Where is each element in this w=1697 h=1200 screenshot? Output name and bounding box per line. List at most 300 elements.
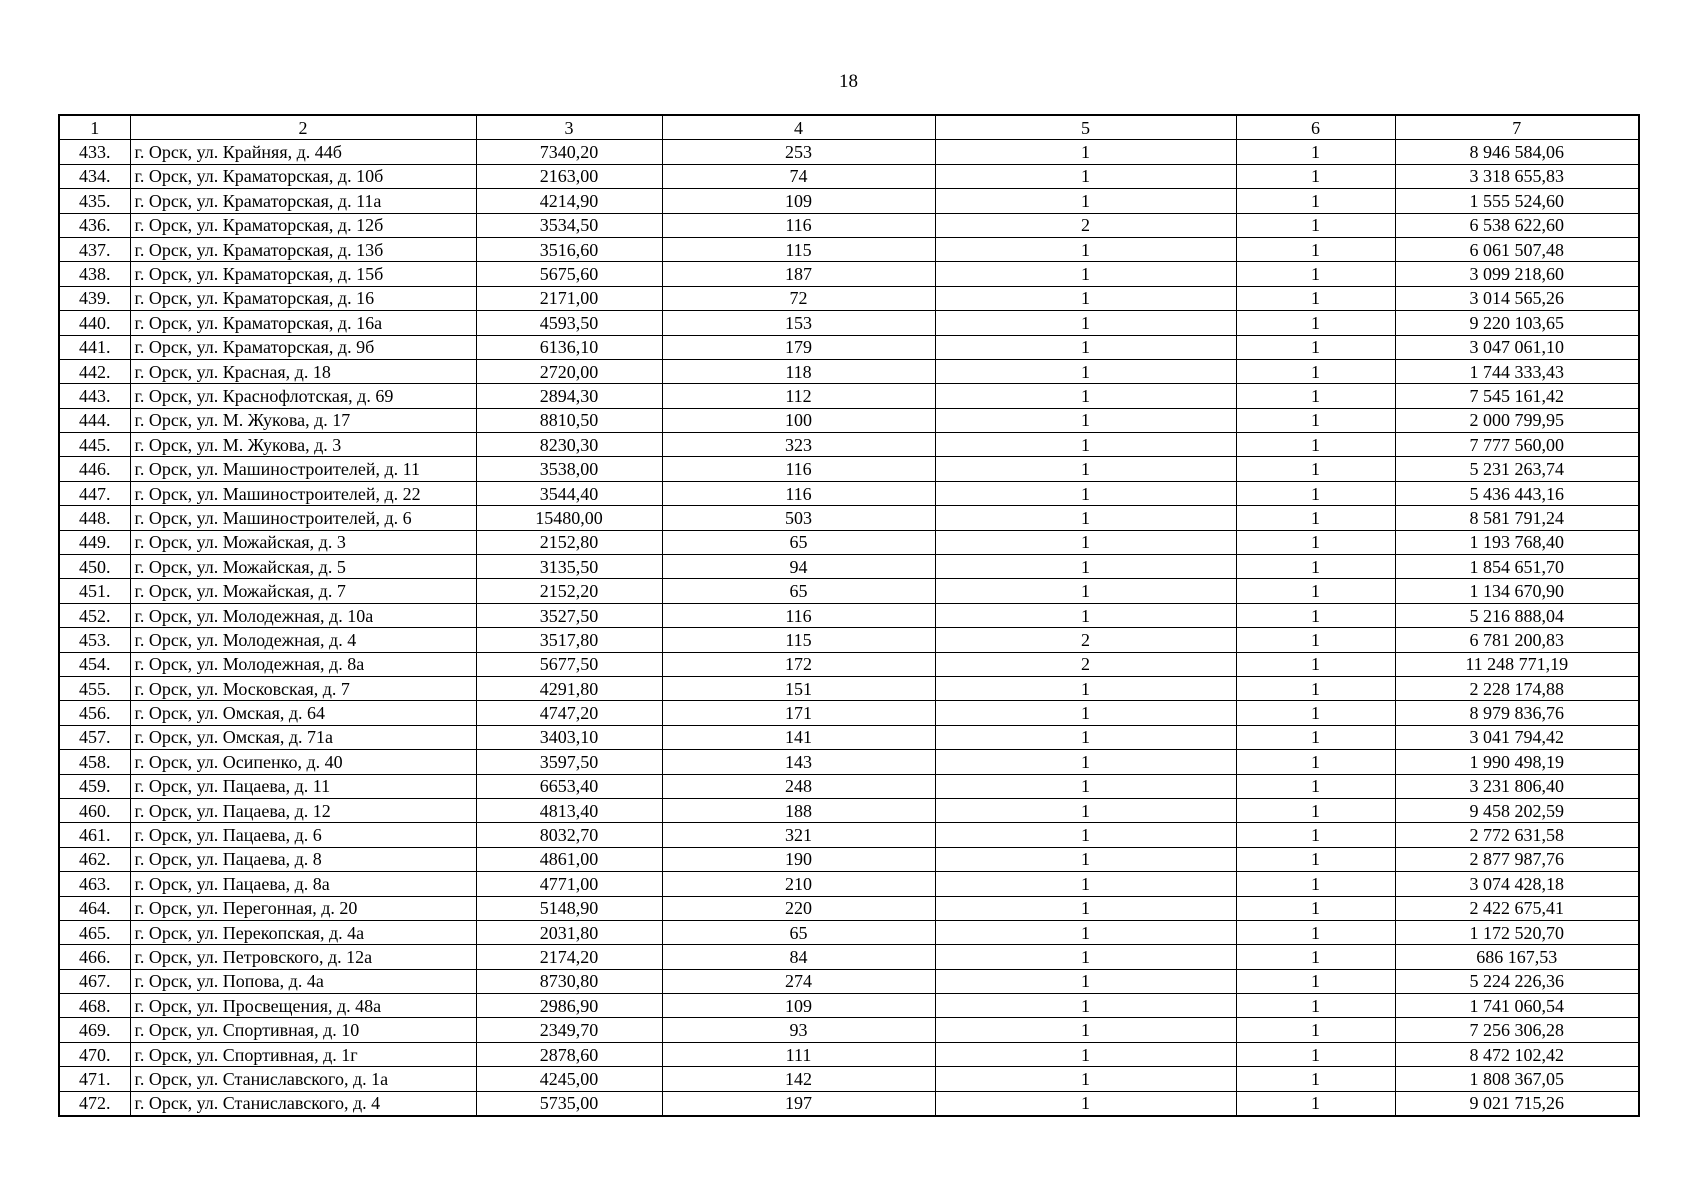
col5-value-cell: 1 — [935, 189, 1236, 213]
area-cell: 5735,00 — [476, 1091, 662, 1116]
address-cell: г. Орск, ул. Крайняя, д. 44б — [130, 140, 476, 164]
table-row — [59, 408, 1639, 432]
housing-registry-table — [58, 114, 1640, 1117]
col6-value-cell: 1 — [1236, 140, 1395, 164]
residents-cell: 253 — [662, 140, 935, 164]
header-col-2: 2 — [130, 115, 476, 140]
address-cell: г. Орск, ул. Станиславского, д. 4 — [130, 1091, 476, 1116]
area-cell: 2720,00 — [476, 359, 662, 383]
row-number-cell: 459. — [59, 774, 130, 798]
area-cell: 4861,00 — [476, 847, 662, 871]
col6-value-cell: 1 — [1236, 896, 1395, 920]
row-number-cell: 444. — [59, 408, 130, 432]
residents-cell: 94 — [662, 555, 935, 579]
address-cell: г. Орск, ул. Просвещения, д. 48а — [130, 994, 476, 1018]
table-row — [59, 213, 1639, 237]
address-cell: г. Орск, ул. Спортивная, д. 1г — [130, 1042, 476, 1066]
address-cell: г. Орск, ул. Красная, д. 18 — [130, 359, 476, 383]
row-number-cell: 468. — [59, 994, 130, 1018]
col5-value-cell: 1 — [935, 774, 1236, 798]
area-cell: 5677,50 — [476, 652, 662, 676]
amount-cell: 6 538 622,60 — [1395, 213, 1639, 237]
residents-cell: 151 — [662, 676, 935, 700]
area-cell: 5148,90 — [476, 896, 662, 920]
header-col-1: 1 — [59, 115, 130, 140]
col6-value-cell: 1 — [1236, 823, 1395, 847]
area-cell: 2349,70 — [476, 1018, 662, 1042]
residents-cell: 210 — [662, 872, 935, 896]
col5-value-cell: 1 — [935, 140, 1236, 164]
col5-value-cell: 1 — [935, 1018, 1236, 1042]
amount-cell: 3 318 655,83 — [1395, 164, 1639, 188]
area-cell: 3517,80 — [476, 628, 662, 652]
area-cell: 2171,00 — [476, 286, 662, 310]
residents-cell: 65 — [662, 579, 935, 603]
amount-cell: 1 744 333,43 — [1395, 359, 1639, 383]
area-cell: 4747,20 — [476, 701, 662, 725]
col6-value-cell: 1 — [1236, 676, 1395, 700]
col6-value-cell: 1 — [1236, 774, 1395, 798]
table-row — [59, 896, 1639, 920]
col6-value-cell: 1 — [1236, 433, 1395, 457]
col6-value-cell: 1 — [1236, 530, 1395, 554]
col5-value-cell: 2 — [935, 652, 1236, 676]
col6-value-cell: 1 — [1236, 1067, 1395, 1091]
table-row — [59, 603, 1639, 627]
area-cell: 15480,00 — [476, 506, 662, 530]
address-cell: г. Орск, ул. Краматорская, д. 13б — [130, 237, 476, 261]
residents-cell: 65 — [662, 530, 935, 554]
col5-value-cell: 1 — [935, 969, 1236, 993]
col5-value-cell: 1 — [935, 530, 1236, 554]
row-number-cell: 434. — [59, 164, 130, 188]
col6-value-cell: 1 — [1236, 994, 1395, 1018]
area-cell: 3534,50 — [476, 213, 662, 237]
address-cell: г. Орск, ул. Пацаева, д. 11 — [130, 774, 476, 798]
table-row — [59, 311, 1639, 335]
col5-value-cell: 1 — [935, 896, 1236, 920]
address-cell: г. Орск, ул. Можайская, д. 3 — [130, 530, 476, 554]
row-number-cell: 467. — [59, 969, 130, 993]
area-cell: 4291,80 — [476, 676, 662, 700]
address-cell: г. Орск, ул. Попова, д. 4а — [130, 969, 476, 993]
table-row — [59, 1091, 1639, 1116]
residents-cell: 65 — [662, 920, 935, 944]
address-cell: г. Орск, ул. Краматорская, д. 15б — [130, 262, 476, 286]
row-number-cell: 447. — [59, 481, 130, 505]
address-cell: г. Орск, ул. Перекопская, д. 4а — [130, 920, 476, 944]
header-row — [59, 115, 1639, 140]
address-cell: г. Орск, ул. М. Жукова, д. 17 — [130, 408, 476, 432]
area-cell: 3403,10 — [476, 725, 662, 749]
table-row — [59, 701, 1639, 725]
area-cell: 2163,00 — [476, 164, 662, 188]
col6-value-cell: 1 — [1236, 1018, 1395, 1042]
table-row — [59, 359, 1639, 383]
col5-value-cell: 1 — [935, 335, 1236, 359]
col5-value-cell: 1 — [935, 506, 1236, 530]
amount-cell: 1 854 651,70 — [1395, 555, 1639, 579]
address-cell: г. Орск, ул. Пацаева, д. 6 — [130, 823, 476, 847]
row-number-cell: 461. — [59, 823, 130, 847]
amount-cell: 9 458 202,59 — [1395, 798, 1639, 822]
residents-cell: 118 — [662, 359, 935, 383]
col5-value-cell: 1 — [935, 237, 1236, 261]
residents-cell: 188 — [662, 798, 935, 822]
header-col-3: 3 — [476, 115, 662, 140]
row-number-cell: 440. — [59, 311, 130, 335]
amount-cell: 3 099 218,60 — [1395, 262, 1639, 286]
area-cell: 2152,20 — [476, 579, 662, 603]
table-row — [59, 920, 1639, 944]
amount-cell: 5 216 888,04 — [1395, 603, 1639, 627]
address-cell: г. Орск, ул. Молодежная, д. 8а — [130, 652, 476, 676]
table-row — [59, 823, 1639, 847]
residents-cell: 321 — [662, 823, 935, 847]
residents-cell: 171 — [662, 701, 935, 725]
col5-value-cell: 2 — [935, 628, 1236, 652]
col6-value-cell: 1 — [1236, 1042, 1395, 1066]
residents-cell: 187 — [662, 262, 935, 286]
header-col-7: 7 — [1395, 115, 1639, 140]
row-number-cell: 441. — [59, 335, 130, 359]
address-cell: г. Орск, ул. Перегонная, д. 20 — [130, 896, 476, 920]
row-number-cell: 471. — [59, 1067, 130, 1091]
col6-value-cell: 1 — [1236, 555, 1395, 579]
residents-cell: 115 — [662, 628, 935, 652]
amount-cell: 5 224 226,36 — [1395, 969, 1639, 993]
area-cell: 4245,00 — [476, 1067, 662, 1091]
col6-value-cell: 1 — [1236, 628, 1395, 652]
table-row — [59, 506, 1639, 530]
col6-value-cell: 1 — [1236, 603, 1395, 627]
residents-cell: 116 — [662, 603, 935, 627]
amount-cell: 3 041 794,42 — [1395, 725, 1639, 749]
address-cell: г. Орск, ул. Спортивная, д. 10 — [130, 1018, 476, 1042]
row-number-cell: 449. — [59, 530, 130, 554]
residents-cell: 100 — [662, 408, 935, 432]
address-cell: г. Орск, ул. Краснофлотская, д. 69 — [130, 384, 476, 408]
area-cell: 8032,70 — [476, 823, 662, 847]
table-row — [59, 628, 1639, 652]
table-row — [59, 725, 1639, 749]
area-cell: 4214,90 — [476, 189, 662, 213]
amount-cell: 9 021 715,26 — [1395, 1091, 1639, 1116]
col5-value-cell: 1 — [935, 164, 1236, 188]
area-cell: 8230,30 — [476, 433, 662, 457]
address-cell: г. Орск, ул. Омская, д. 71а — [130, 725, 476, 749]
col5-value-cell: 1 — [935, 725, 1236, 749]
col6-value-cell: 1 — [1236, 579, 1395, 603]
residents-cell: 84 — [662, 945, 935, 969]
area-cell: 6653,40 — [476, 774, 662, 798]
col6-value-cell: 1 — [1236, 701, 1395, 725]
col5-value-cell: 1 — [935, 457, 1236, 481]
col6-value-cell: 1 — [1236, 164, 1395, 188]
area-cell: 8810,50 — [476, 408, 662, 432]
residents-cell: 220 — [662, 896, 935, 920]
col5-value-cell: 1 — [935, 408, 1236, 432]
row-number-cell: 463. — [59, 872, 130, 896]
row-number-cell: 470. — [59, 1042, 130, 1066]
address-cell: г. Орск, ул. Московская, д. 7 — [130, 676, 476, 700]
area-cell: 3597,50 — [476, 750, 662, 774]
row-number-cell: 443. — [59, 384, 130, 408]
address-cell: г. Орск, ул. Можайская, д. 5 — [130, 555, 476, 579]
col5-value-cell: 1 — [935, 579, 1236, 603]
address-cell: г. Орск, ул. Машиностроителей, д. 11 — [130, 457, 476, 481]
col6-value-cell: 1 — [1236, 847, 1395, 871]
area-cell: 2878,60 — [476, 1042, 662, 1066]
table-row — [59, 335, 1639, 359]
row-number-cell: 464. — [59, 896, 130, 920]
address-cell: г. Орск, ул. Петровского, д. 12а — [130, 945, 476, 969]
residents-cell: 109 — [662, 994, 935, 1018]
area-cell: 6136,10 — [476, 335, 662, 359]
row-number-cell: 472. — [59, 1091, 130, 1116]
row-number-cell: 456. — [59, 701, 130, 725]
address-cell: г. Орск, ул. Краматорская, д. 16а — [130, 311, 476, 335]
col6-value-cell: 1 — [1236, 969, 1395, 993]
address-cell: г. Орск, ул. Пацаева, д. 8а — [130, 872, 476, 896]
area-cell: 2986,90 — [476, 994, 662, 1018]
amount-cell: 5 231 263,74 — [1395, 457, 1639, 481]
col5-value-cell: 1 — [935, 701, 1236, 725]
table-row — [59, 750, 1639, 774]
col5-value-cell: 1 — [935, 481, 1236, 505]
table-row — [59, 1067, 1639, 1091]
row-number-cell: 460. — [59, 798, 130, 822]
amount-cell: 3 047 061,10 — [1395, 335, 1639, 359]
amount-cell: 7 256 306,28 — [1395, 1018, 1639, 1042]
table-row — [59, 433, 1639, 457]
col5-value-cell: 2 — [935, 213, 1236, 237]
table-row — [59, 945, 1639, 969]
area-cell: 2031,80 — [476, 920, 662, 944]
address-cell: г. Орск, ул. М. Жукова, д. 3 — [130, 433, 476, 457]
row-number-cell: 458. — [59, 750, 130, 774]
residents-cell: 323 — [662, 433, 935, 457]
amount-cell: 8 581 791,24 — [1395, 506, 1639, 530]
area-cell: 7340,20 — [476, 140, 662, 164]
row-number-cell: 454. — [59, 652, 130, 676]
table-row — [59, 286, 1639, 310]
address-cell: г. Орск, ул. Краматорская, д. 10б — [130, 164, 476, 188]
address-cell: г. Орск, ул. Краматорская, д. 11а — [130, 189, 476, 213]
residents-cell: 72 — [662, 286, 935, 310]
address-cell: г. Орск, ул. Можайская, д. 7 — [130, 579, 476, 603]
table-row — [59, 969, 1639, 993]
residents-cell: 141 — [662, 725, 935, 749]
amount-cell: 1 134 670,90 — [1395, 579, 1639, 603]
residents-cell: 111 — [662, 1042, 935, 1066]
row-number-cell: 452. — [59, 603, 130, 627]
col6-value-cell: 1 — [1236, 945, 1395, 969]
table-row — [59, 1018, 1639, 1042]
residents-cell: 172 — [662, 652, 935, 676]
col5-value-cell: 1 — [935, 1042, 1236, 1066]
area-cell: 2894,30 — [476, 384, 662, 408]
col5-value-cell: 1 — [935, 359, 1236, 383]
row-number-cell: 462. — [59, 847, 130, 871]
row-number-cell: 439. — [59, 286, 130, 310]
table-row — [59, 579, 1639, 603]
table-row — [59, 847, 1639, 871]
residents-cell: 248 — [662, 774, 935, 798]
residents-cell: 142 — [662, 1067, 935, 1091]
col6-value-cell: 1 — [1236, 457, 1395, 481]
amount-cell: 2 422 675,41 — [1395, 896, 1639, 920]
amount-cell: 2 228 174,88 — [1395, 676, 1639, 700]
address-cell: г. Орск, ул. Омская, д. 64 — [130, 701, 476, 725]
table-body — [59, 140, 1639, 1116]
area-cell: 3516,60 — [476, 237, 662, 261]
row-number-cell: 466. — [59, 945, 130, 969]
amount-cell: 6 781 200,83 — [1395, 628, 1639, 652]
amount-cell: 5 436 443,16 — [1395, 481, 1639, 505]
col5-value-cell: 1 — [935, 311, 1236, 335]
row-number-cell: 445. — [59, 433, 130, 457]
amount-cell: 2 000 799,95 — [1395, 408, 1639, 432]
table-row — [59, 481, 1639, 505]
col5-value-cell: 1 — [935, 994, 1236, 1018]
col6-value-cell: 1 — [1236, 384, 1395, 408]
residents-cell: 503 — [662, 506, 935, 530]
area-cell: 3135,50 — [476, 555, 662, 579]
address-cell: г. Орск, ул. Молодежная, д. 10а — [130, 603, 476, 627]
table-row — [59, 237, 1639, 261]
residents-cell: 112 — [662, 384, 935, 408]
address-cell: г. Орск, ул. Машиностроителей, д. 6 — [130, 506, 476, 530]
table-row — [59, 994, 1639, 1018]
col6-value-cell: 1 — [1236, 481, 1395, 505]
header-col-5: 5 — [935, 115, 1236, 140]
amount-cell: 1 172 520,70 — [1395, 920, 1639, 944]
col6-value-cell: 1 — [1236, 872, 1395, 896]
col6-value-cell: 1 — [1236, 408, 1395, 432]
residents-cell: 190 — [662, 847, 935, 871]
col5-value-cell: 1 — [935, 262, 1236, 286]
col6-value-cell: 1 — [1236, 1091, 1395, 1116]
table-row — [59, 164, 1639, 188]
table-row — [59, 774, 1639, 798]
table-row — [59, 652, 1639, 676]
amount-cell: 8 472 102,42 — [1395, 1042, 1639, 1066]
area-cell: 3527,50 — [476, 603, 662, 627]
residents-cell: 179 — [662, 335, 935, 359]
address-cell: г. Орск, ул. Молодежная, д. 4 — [130, 628, 476, 652]
area-cell: 4593,50 — [476, 311, 662, 335]
col6-value-cell: 1 — [1236, 262, 1395, 286]
row-number-cell: 451. — [59, 579, 130, 603]
table-row — [59, 676, 1639, 700]
col5-value-cell: 1 — [935, 847, 1236, 871]
table-row — [59, 384, 1639, 408]
area-cell: 3538,00 — [476, 457, 662, 481]
residents-cell: 197 — [662, 1091, 935, 1116]
row-number-cell: 435. — [59, 189, 130, 213]
amount-cell: 686 167,53 — [1395, 945, 1639, 969]
col5-value-cell: 1 — [935, 1091, 1236, 1116]
col5-value-cell: 1 — [935, 603, 1236, 627]
amount-cell: 11 248 771,19 — [1395, 652, 1639, 676]
row-number-cell: 433. — [59, 140, 130, 164]
amount-cell: 8 979 836,76 — [1395, 701, 1639, 725]
col6-value-cell: 1 — [1236, 189, 1395, 213]
col6-value-cell: 1 — [1236, 725, 1395, 749]
address-cell: г. Орск, ул. Осипенко, д. 40 — [130, 750, 476, 774]
table-row — [59, 555, 1639, 579]
amount-cell: 1 990 498,19 — [1395, 750, 1639, 774]
amount-cell: 1 555 524,60 — [1395, 189, 1639, 213]
table-row — [59, 140, 1639, 164]
residents-cell: 153 — [662, 311, 935, 335]
table-row — [59, 798, 1639, 822]
col6-value-cell: 1 — [1236, 750, 1395, 774]
address-cell: г. Орск, ул. Пацаева, д. 8 — [130, 847, 476, 871]
residents-cell: 116 — [662, 481, 935, 505]
amount-cell: 1 193 768,40 — [1395, 530, 1639, 554]
col5-value-cell: 1 — [935, 286, 1236, 310]
col6-value-cell: 1 — [1236, 213, 1395, 237]
area-cell: 8730,80 — [476, 969, 662, 993]
table-row — [59, 1042, 1639, 1066]
col5-value-cell: 1 — [935, 823, 1236, 847]
area-cell: 5675,60 — [476, 262, 662, 286]
residents-cell: 74 — [662, 164, 935, 188]
row-number-cell: 465. — [59, 920, 130, 944]
row-number-cell: 450. — [59, 555, 130, 579]
row-number-cell: 436. — [59, 213, 130, 237]
residents-cell: 109 — [662, 189, 935, 213]
amount-cell: 6 061 507,48 — [1395, 237, 1639, 261]
address-cell: г. Орск, ул. Станиславского, д. 1а — [130, 1067, 476, 1091]
residents-cell: 93 — [662, 1018, 935, 1042]
col6-value-cell: 1 — [1236, 359, 1395, 383]
row-number-cell: 453. — [59, 628, 130, 652]
col6-value-cell: 1 — [1236, 335, 1395, 359]
address-cell: г. Орск, ул. Пацаева, д. 12 — [130, 798, 476, 822]
row-number-cell: 448. — [59, 506, 130, 530]
amount-cell: 2 772 631,58 — [1395, 823, 1639, 847]
row-number-cell: 438. — [59, 262, 130, 286]
table-row — [59, 262, 1639, 286]
col6-value-cell: 1 — [1236, 286, 1395, 310]
table-row — [59, 189, 1639, 213]
residents-cell: 116 — [662, 213, 935, 237]
row-number-cell: 442. — [59, 359, 130, 383]
amount-cell: 1 808 367,05 — [1395, 1067, 1639, 1091]
residents-cell: 116 — [662, 457, 935, 481]
row-number-cell: 437. — [59, 237, 130, 261]
col5-value-cell: 1 — [935, 555, 1236, 579]
col5-value-cell: 1 — [935, 750, 1236, 774]
header-col-6: 6 — [1236, 115, 1395, 140]
residents-cell: 143 — [662, 750, 935, 774]
col5-value-cell: 1 — [935, 676, 1236, 700]
col5-value-cell: 1 — [935, 384, 1236, 408]
amount-cell: 3 014 565,26 — [1395, 286, 1639, 310]
col5-value-cell: 1 — [935, 945, 1236, 969]
row-number-cell: 446. — [59, 457, 130, 481]
col5-value-cell: 1 — [935, 1067, 1236, 1091]
col6-value-cell: 1 — [1236, 506, 1395, 530]
col6-value-cell: 1 — [1236, 920, 1395, 944]
area-cell: 4813,40 — [476, 798, 662, 822]
amount-cell: 7 777 560,00 — [1395, 433, 1639, 457]
col6-value-cell: 1 — [1236, 311, 1395, 335]
table-row — [59, 872, 1639, 896]
